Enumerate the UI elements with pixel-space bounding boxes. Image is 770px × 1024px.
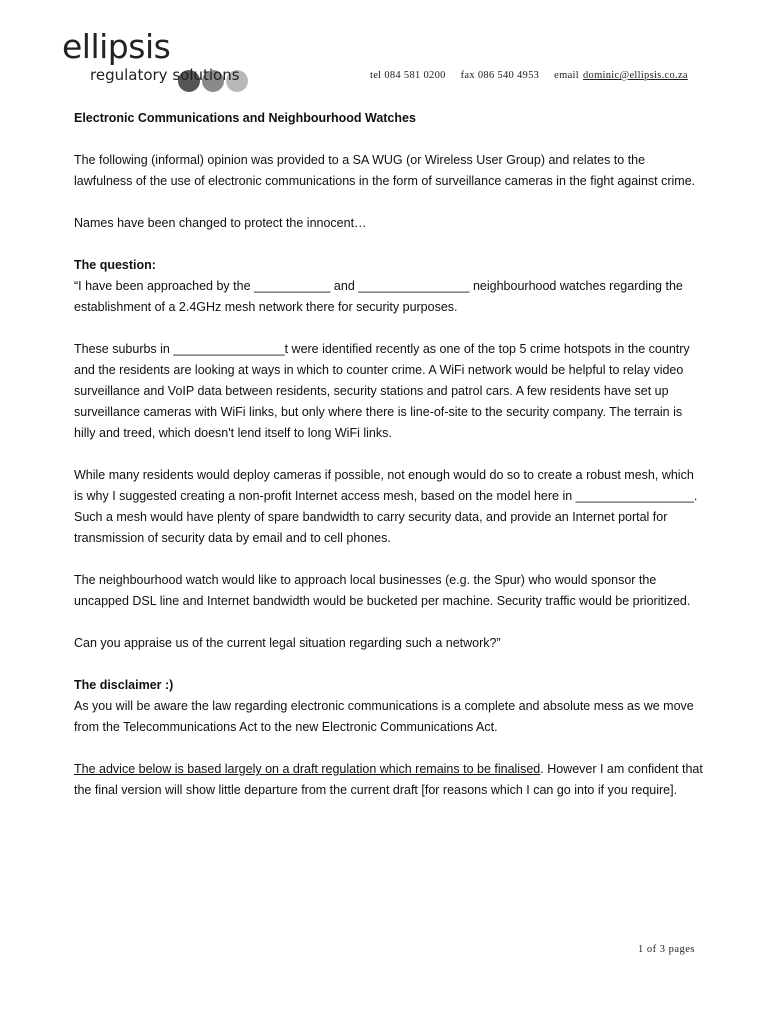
- names-note: Names have been changed to protect the innocent…: [74, 216, 367, 230]
- logo-wordmark: ellipsis: [62, 27, 171, 66]
- document-body: [74, 108, 704, 822]
- contact-tel: tel 084 581 0200: [370, 70, 446, 81]
- disclaimer-rest-text: . However I am confident that the final version will show little departure from the current draft [for reasons which I can go into if you require].: [74, 762, 703, 797]
- intro-paragraph: The following (informal) opinion was provided to a SA WUG (or Wireless User Group) and relates to the lawfulness of the use of electronic communications in the form of surveillance cameras in the fight against crime.: [74, 153, 696, 188]
- question-paragraph-1: “I have been approached by the ___________ and ________________ neighbourhood watches regarding the establishment of a 2.4GHz mesh network there for security purposes.: [74, 279, 683, 314]
- disclaimer-heading: The disclaimer :): [74, 678, 174, 692]
- disclaimer-paragraph-2: [74, 759, 704, 801]
- question-paragraph-2: These suburbs in ________________t were identified recently as one of the top 5 crime hotspots in the country and the residents are looking at ways in which to counter crime. A WiFi network would be helpful to relay video surveillance and VoIP data between residents, security stations and patrol cars. A few residents have set up surveillance cameras with WiFi links, but only where there is line-of-site to the security company. The terrain is hilly and treed, which doesn't lend itself to long WiFi links.: [74, 342, 690, 440]
- disclaimer-underlined-text: The advice below is based largely on a draft regulation which remains to be finalised: [74, 762, 541, 776]
- question-paragraph-5: Can you appraise us of the current legal situation regarding such a network?”: [74, 636, 501, 650]
- document-title: Electronic Communications and Neighbourhood Watches: [74, 111, 416, 125]
- logo-tagline: regulatory solutions: [90, 66, 240, 84]
- question-heading: The question:: [74, 258, 156, 272]
- contact-email-label: email: [554, 70, 579, 81]
- question-paragraph-3: While many residents would deploy cameras if possible, not enough would do so to create a robust mesh, which is why I suggested creating a non-profit Internet access mesh, based on the model here in _________________. Such a mesh would have plenty of spare bandwidth to carry security data, and provide an Internet portal for transmission of security data by email and to cell phones.: [74, 468, 698, 545]
- contact-email-link[interactable]: dominic@ellipsis.co.za: [582, 70, 688, 81]
- question-paragraph-4: The neighbourhood watch would like to approach local businesses (e.g. the Spur) who would sponsor the uncapped DSL line and Internet bandwidth would be bucketed per machine. Security traffic would be prioritized.: [74, 573, 691, 608]
- ellipsis-logo: [62, 27, 272, 90]
- page-counter: 1 of 3 pages: [637, 944, 695, 955]
- contact-line: [370, 70, 688, 81]
- contact-fax: fax 086 540 4953: [460, 70, 540, 81]
- disclaimer-paragraph-1: As you will be aware the law regarding electronic communications is a complete and absolute mess as we move from the Telecommunications Act to the new Electronic Communications Act.: [74, 699, 694, 734]
